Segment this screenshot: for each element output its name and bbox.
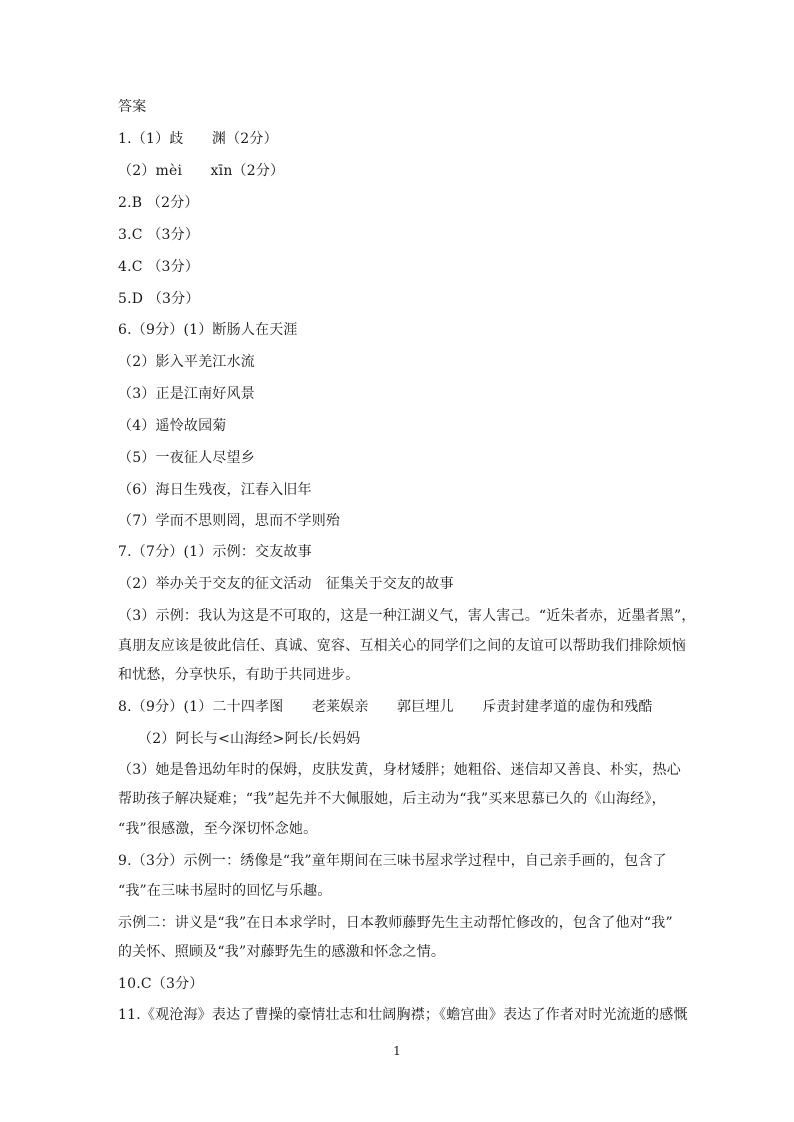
text-line: 7.（7分）(1）示例：交友故事 (118, 544, 312, 560)
text-line: （2）mèi xīn（2分） (118, 163, 285, 179)
text-line: 帮助孩子解决疑难；“我”起先并不大佩服她，后主动为“我”买来思慕已久的《山海经》， (118, 791, 666, 807)
text-line: 的关怀、照顾及“我”对藤野先生的感激和怀念之情。 (118, 944, 446, 960)
text-line: （2）阿长与<山海经>阿长/长妈妈 (138, 731, 361, 747)
text-line: 和忧愁，分享快乐，有助于共同进步。 (118, 667, 360, 683)
text-line: 9.（3分）示例一：绣像是“我”童年期间在三味书屋求学过程中，自己亲手画的，包含了 (118, 853, 667, 869)
text-line: （3）她是鲁迅幼年时的保姆，皮肤发黄，身材矮胖；她粗俗、迷信却又善良、朴实，热心 (118, 762, 681, 778)
text-line: 真朋友应该是彼此信任、真诚、宽容、互相关心的同学们之间的友谊可以帮助我们排除烦恼 (118, 638, 686, 654)
text-line: 1.（1）歧 渊（2分） (118, 131, 278, 147)
text-line: （6）海日生残夜，江春入旧年 (118, 482, 312, 498)
text-line: 4.C （3分） (118, 259, 200, 275)
text-line: 5.D （3分） (118, 291, 200, 307)
text-line: （7）学而不思则罔，思而不学则殆 (118, 513, 341, 529)
text-line: （3）正是江南好风景 (118, 386, 255, 402)
text-line: 8.（9分）(1）二十四孝图 老莱娱亲 郭巨埋儿 斥责封建孝道的虚伪和残酷 (118, 699, 653, 715)
text-line: “我”很感激，至今深切怀念她。 (118, 821, 318, 837)
text-line: “我”在三味书屋时的回忆与乐趣。 (118, 883, 332, 899)
text-line: （2）举办关于交友的征文活动 征集关于交友的故事 (118, 576, 454, 592)
text-line: 11.《观沧海》表达了曹操的豪情壮志和壮阔胸襟；《蟾宫曲》表达了作者对时光流逝的感慨 (118, 1007, 688, 1023)
text-line: （2）影入平羌江水流 (118, 354, 255, 370)
text-line: （4）遥怜故园菊 (118, 418, 227, 434)
page-number: 1 (393, 1044, 401, 1058)
text-line: 6.（9分）(1）断肠人在天涯 (118, 322, 298, 338)
text-line: 示例二：讲义是“我”在日本求学时，日本教师藤野先生主动帮忙修改的，包含了他对“我” (118, 915, 673, 931)
text-line: 10.C（3分） (118, 976, 204, 992)
text-line: （3）示例：我认为这是不可取的，这是一种江湖义气，害人害己。“近朱者赤，近墨者黑”， (118, 608, 696, 624)
text-line: 2.B （2分） (118, 195, 199, 211)
text-line: 3.C （3分） (118, 227, 200, 243)
heading-answer: 答案 (118, 99, 147, 115)
text-line: （5）一夜征人尽望乡 (118, 450, 255, 466)
